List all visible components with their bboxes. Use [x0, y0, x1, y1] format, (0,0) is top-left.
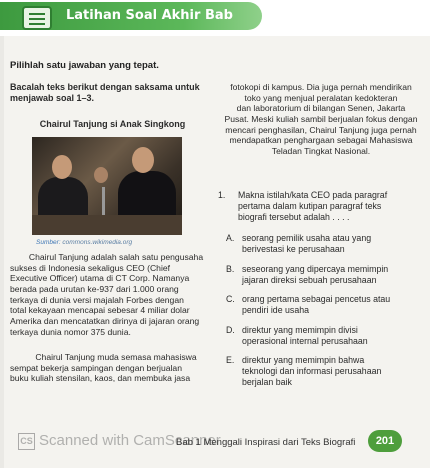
- question-number: 1.: [218, 190, 226, 200]
- page-edge: [0, 36, 4, 468]
- paragraph-line: mendapatkan penghargaan sebagai Mahasiswa: [229, 135, 413, 146]
- intro-line: menjawab soal 1–3.: [10, 93, 95, 104]
- photo-source-url: commons.wikimedia.org: [62, 239, 133, 246]
- option-line: teknologi dan informasi perusahaan: [242, 365, 382, 376]
- option-text: [242, 294, 426, 316]
- chapter-banner: [0, 2, 262, 30]
- option-line: jajaran direksi sebuah perusahaan: [242, 274, 377, 285]
- paragraph-line: Executive Officer) utama di CT Corp. Namanya: [10, 273, 190, 284]
- article-paragraph-1: [10, 252, 222, 337]
- paragraph-line: mencari penghasilan, Chairul Tanjung juga pernah: [225, 124, 417, 135]
- article-paragraph-2: [10, 352, 222, 384]
- option-line: operasional internal perusahaan: [242, 335, 368, 346]
- option-text: [242, 325, 426, 347]
- camscanner-logo-icon: CS: [18, 433, 35, 450]
- paragraph-line: Amerika dan mencatatkan dirinya di jajaran orang: [10, 315, 200, 326]
- option-letter: E.: [226, 355, 235, 365]
- option-line: berivestasi ke perusahaan: [242, 243, 345, 254]
- paragraph-line: fotokopi di kampus. Dia juga pernah mendirikan: [230, 82, 412, 92]
- instruction: Pilihlah satu jawaban yang tepat.: [10, 60, 159, 71]
- banner-title: Latihan Soal Akhir Bab: [66, 8, 233, 23]
- paragraph-line: Chairul Tanjung adalah salah satu pengusaha: [28, 252, 204, 262]
- question-text: [238, 190, 424, 223]
- book-icon: [22, 6, 52, 30]
- paragraph-line: Chairul Tanjung muda semasa mahasiswa: [35, 352, 197, 362]
- paragraph-line: sempat bekerja sampingan dengan berjualan: [10, 362, 182, 373]
- watermark-text: Scanned with CamScanner: [39, 432, 221, 449]
- option-letter: A.: [226, 233, 235, 243]
- paragraph-line: toko yang menjual peralatan kedokteran: [244, 92, 398, 103]
- photo-source-label: Sumber:: [36, 239, 61, 246]
- footer-chapter-title: Bab 1 Menggali Inspirasi dari Teks Biografi: [176, 437, 356, 448]
- question-line: biografi tersebut adalah . . . .: [238, 211, 350, 222]
- article-photo: [32, 137, 182, 235]
- article-paragraph-2-continued: [218, 82, 424, 157]
- page-header: [0, 0, 430, 36]
- intro-text: [10, 82, 210, 104]
- paragraph-line: berada pada urutan ke-937 dari 1.000 orang: [10, 283, 179, 294]
- paragraph-line: Pusat. Meski kuliah sambil berjualan fokus dengan: [224, 113, 418, 124]
- option-letter: C.: [226, 294, 235, 304]
- option-text: [242, 264, 426, 286]
- paragraph-line: sukses di Indonesia sekaligus CEO (Chief: [10, 262, 171, 273]
- paragraph-line: Teladan Tingkat Nasional.: [271, 145, 371, 156]
- paragraph-line: terkaya di dunia versi majalah Forbes dengan: [10, 294, 184, 305]
- photo-source: [36, 239, 132, 247]
- paragraph-line: dan laboratorium di bilangan Senen, Jakarta: [236, 103, 406, 114]
- option-letter: B.: [226, 264, 235, 274]
- intro-line: Bacalah teks berikut dengan saksama untuk: [10, 82, 200, 92]
- option-line: berjalan baik: [242, 376, 292, 387]
- option-line: pendiri ide usaha: [242, 304, 310, 315]
- paragraph-line: terkaya dunia nomor 375 dunia.: [10, 326, 131, 337]
- question-line: Makna istilah/kata CEO pada paragraf: [238, 190, 388, 200]
- question-line: pertama dalam kutipan paragraf teks: [238, 200, 382, 211]
- article-title: Chairul Tanjung si Anak Singkong: [39, 119, 186, 129]
- paragraph-line: buku kuliah stensilan, kaos, dan membuka jasa: [10, 373, 191, 384]
- option-line: orang pertama sebagai pencetus atau: [242, 294, 391, 304]
- page-number: 201: [368, 430, 402, 452]
- option-letter: D.: [226, 325, 235, 335]
- option-line: direktur yang memimpin divisi: [242, 325, 358, 335]
- option-line: seseorang yang dipercaya memimpin: [242, 264, 389, 274]
- option-text: [242, 355, 426, 388]
- option-text: [242, 233, 426, 255]
- option-line: direktur yang memimpin bahwa: [242, 355, 365, 365]
- option-line: seorang pemilik usaha atau yang: [242, 233, 372, 243]
- paragraph-line: total kekayaan mencapai sebesar 4 miliar dolar: [10, 305, 190, 316]
